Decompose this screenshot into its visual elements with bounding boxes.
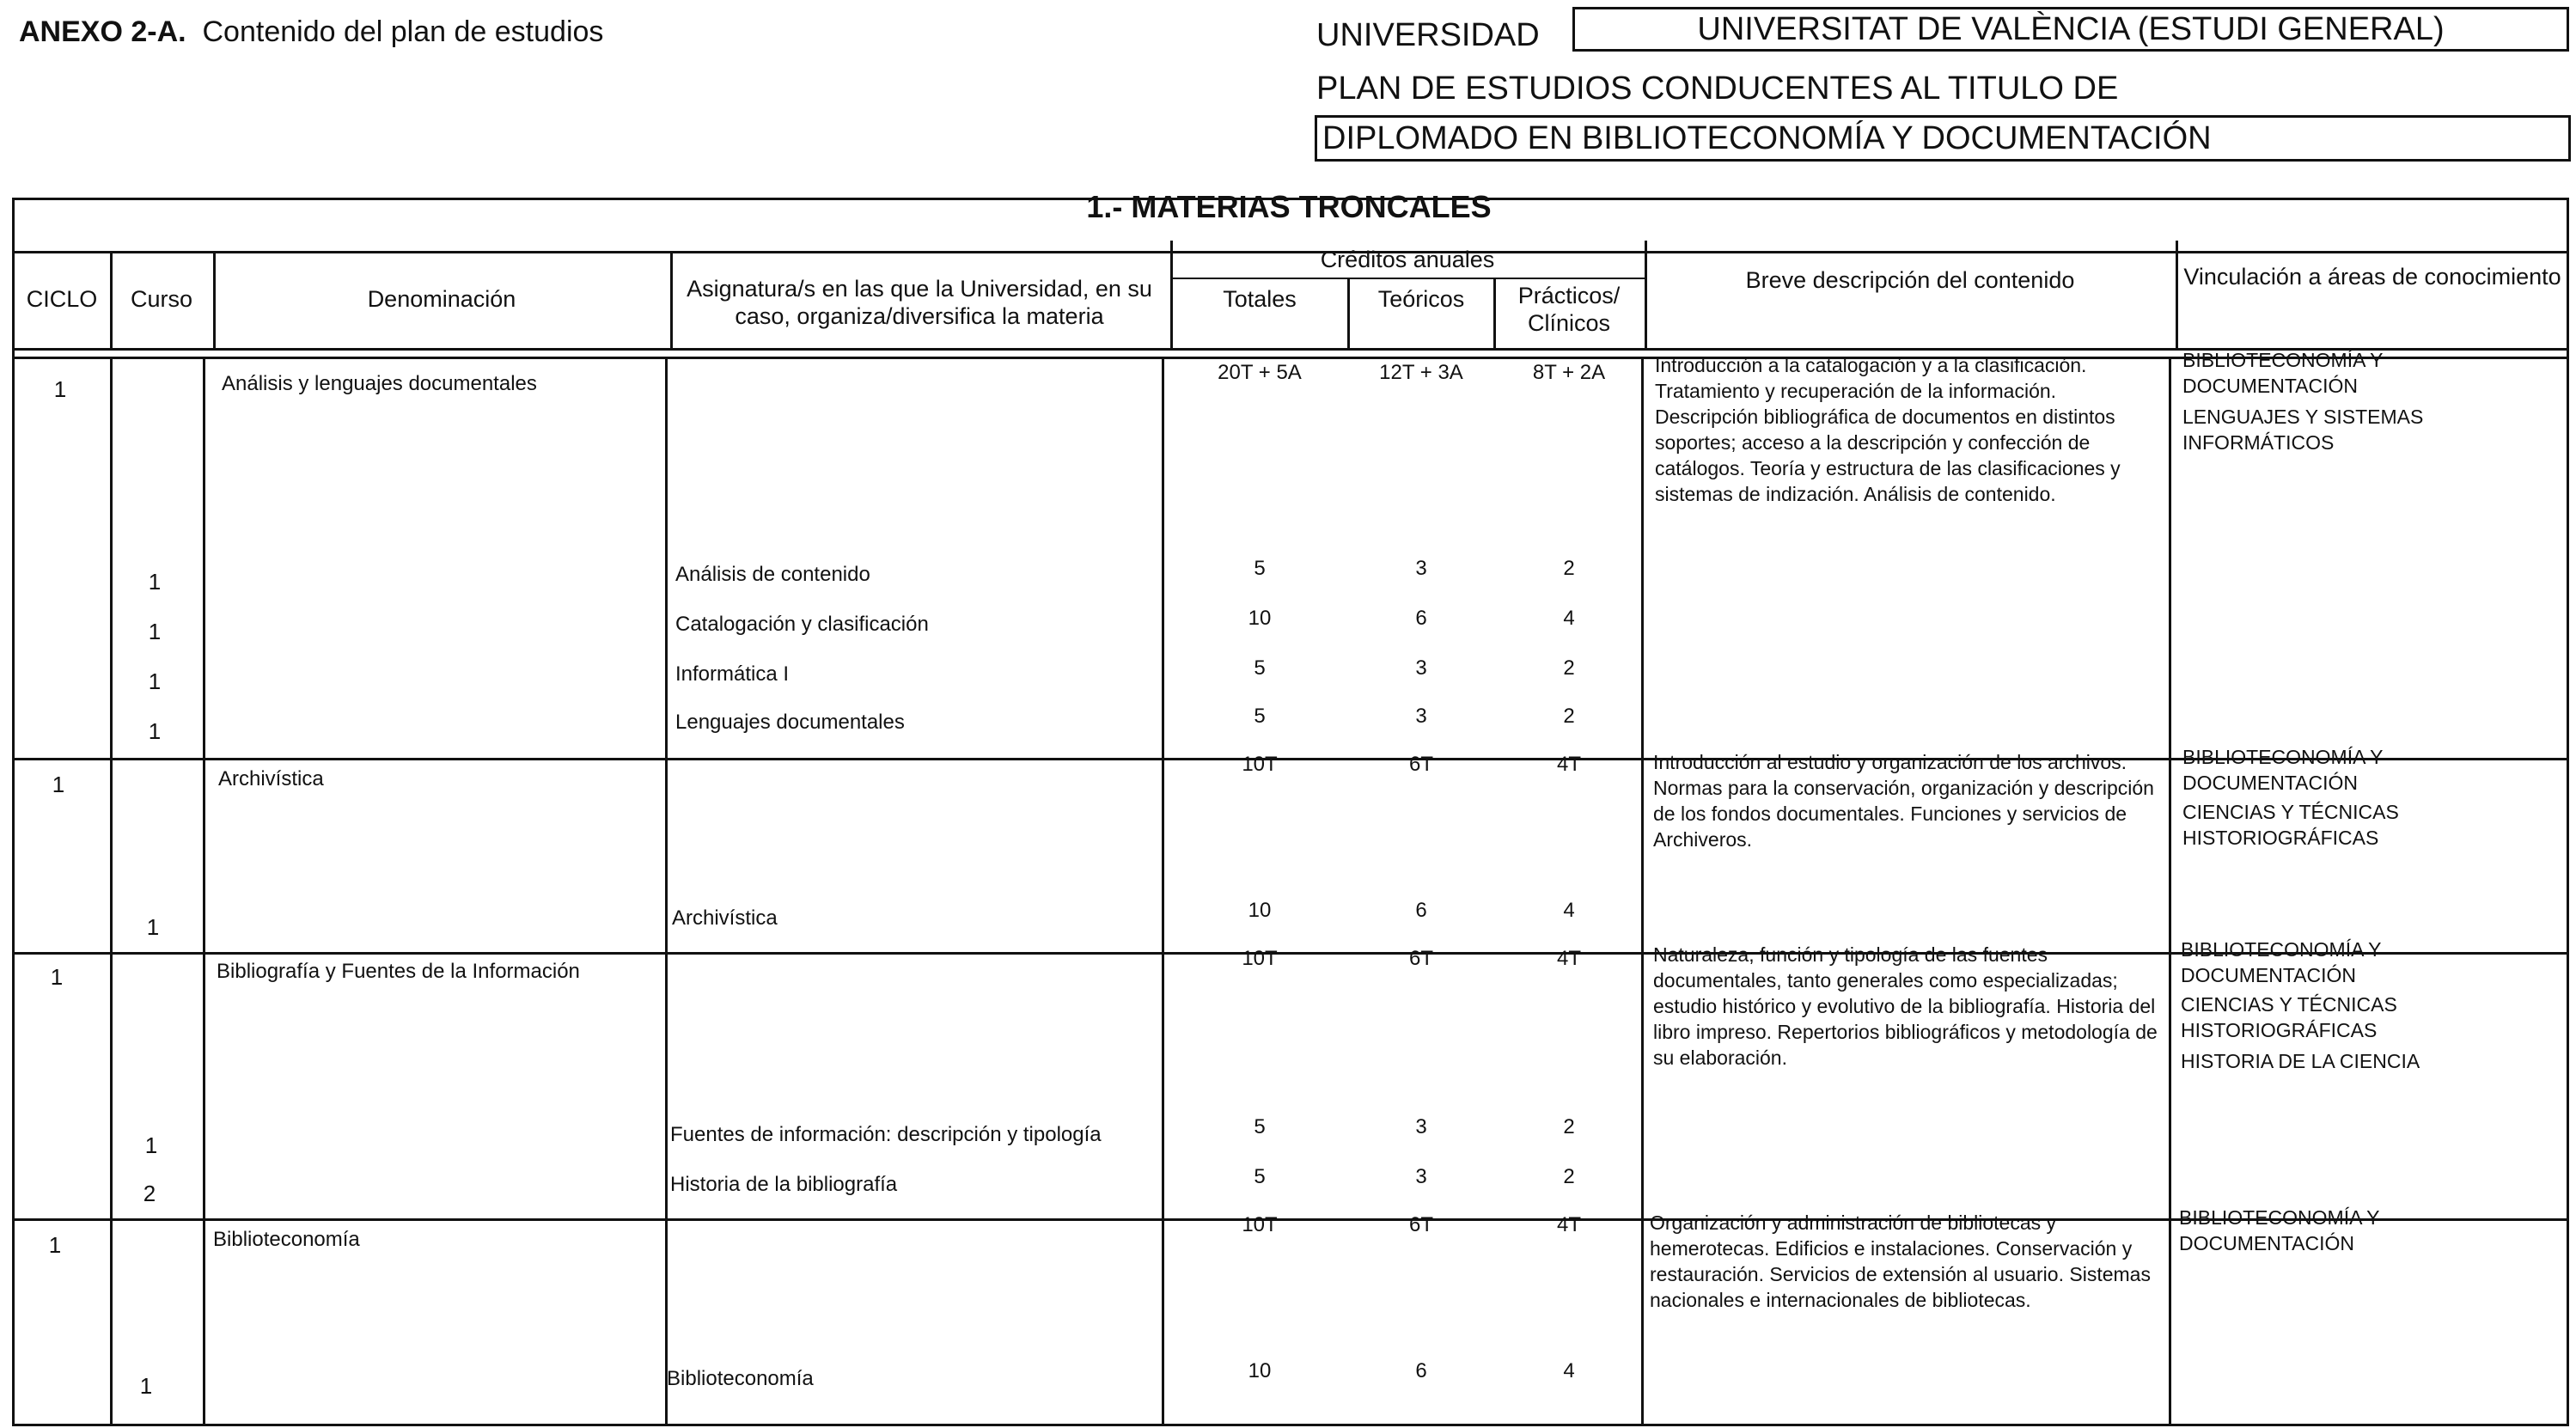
totales-value: 5	[1254, 656, 1266, 680]
teoricos-value: 6T	[1408, 1213, 1433, 1236]
asignatura-name: Archivística	[672, 906, 778, 930]
practicos-value: 2	[1563, 656, 1575, 680]
asignatura-name: Historia de la bibliografía	[670, 1173, 898, 1196]
area-item: BIBLIOTECONOMÍA Y DOCUMENTACIÓN	[2181, 938, 2382, 986]
col-sep	[670, 251, 673, 350]
body-col-sep	[665, 357, 668, 1426]
body-col-sep	[2169, 357, 2171, 1426]
curso-value: 2	[143, 1181, 156, 1206]
body-col-sep	[110, 357, 113, 1426]
area-item: CIENCIAS Y TÉCNICAS HISTORIOGRÁFICAS	[2182, 801, 2399, 849]
col-teoricos: Teóricos	[1377, 286, 1465, 312]
totales-value: 5	[1254, 557, 1266, 580]
col-asignaturas: Asignatura/s en las que la Universidad, en su caso, organiza/diversifica la materia	[687, 276, 1152, 329]
body-col-sep	[1162, 357, 1164, 1426]
totales-value: 10T	[1242, 1213, 1278, 1236]
ciclo-value: 1	[52, 772, 65, 797]
descripcion-text: Introducción a la catalogación y a la clasificación. Tratamiento y recuperación de la información. Descripción bibliográfica de documentos en distintos soportes; acceso a la descripción y confección de catálogos. Teoría y estructura de las clasificaciones y sistemas de indización. Análisis de contenido.	[1655, 354, 2121, 505]
asignatura-name: Biblioteconomía	[667, 1367, 814, 1390]
col-curso: Curso	[130, 286, 193, 312]
teoricos-value: 6T	[1408, 947, 1433, 970]
area-item: BIBLIOTECONOMÍA Y DOCUMENTACIÓN	[2179, 1206, 2380, 1254]
practicos-value: 4	[1563, 607, 1575, 630]
ciclo-value: 1	[48, 1232, 62, 1258]
anexo-text: Contenido del plan de estudios	[202, 15, 604, 48]
totales-value: 10	[1248, 1359, 1272, 1382]
totales-value: 20T + 5A	[1218, 361, 1302, 384]
universidad-label: UNIVERSIDAD	[1316, 17, 1540, 53]
curso-value: 1	[139, 1373, 153, 1399]
curso-value: 1	[146, 914, 160, 940]
teoricos-value: 6T	[1408, 753, 1433, 776]
asignatura-name: Fuentes de información: descripción y tipología	[670, 1123, 1102, 1146]
col-ciclo: CICLO	[26, 286, 98, 312]
curso-value: 1	[148, 718, 162, 744]
teoricos-value: 3	[1415, 1115, 1427, 1138]
practicos-value: 8T + 2A	[1532, 361, 1606, 384]
col-denominacion: Denominación	[367, 286, 516, 312]
col-vinculacion: Vinculación a áreas de conocimiento	[2183, 264, 2561, 290]
descripcion-text: Introducción al estudio y organización de los archivos. Normas para la conservación, organización y descripción de los fondos documentales. Funciones y servicios de Archiveros.	[1653, 751, 2154, 851]
teoricos-value: 6	[1415, 1359, 1427, 1382]
asignatura-name: Lenguajes documentales	[675, 711, 905, 734]
practicos-value: 2	[1563, 1115, 1575, 1138]
totales-value: 10	[1248, 607, 1272, 630]
descripcion-text: Organización y administración de bibliotecas y hemerotecas. Edificios e instalaciones. Conservación y restauración. Servicios de extensión al usuario. Sistemas nacionales e internacionales de bibliotecas.	[1650, 1211, 2151, 1311]
teoricos-value: 3	[1415, 656, 1427, 680]
universidad-value: UNIVERSITAT DE VALÈNCIA (ESTUDI GENERAL)	[1572, 7, 2569, 52]
totales-value: 5	[1254, 1115, 1266, 1138]
totales-value: 10	[1248, 899, 1272, 922]
totales-value: 10T	[1242, 947, 1278, 970]
ciclo-value: 1	[50, 964, 64, 990]
area-item: BIBLIOTECONOMÍA Y DOCUMENTACIÓN	[2182, 349, 2384, 397]
teoricos-value: 3	[1415, 705, 1427, 728]
practicos-value: 4T	[1556, 753, 1581, 776]
asignatura-name: Catalogación y clasificación	[675, 613, 929, 636]
teoricos-value: 12T + 3A	[1379, 361, 1463, 384]
practicos-value: 2	[1563, 1165, 1575, 1188]
area-item: CIENCIAS Y TÉCNICAS HISTORIOGRÁFICAS	[2181, 993, 2397, 1041]
practicos-value: 4T	[1556, 947, 1581, 970]
teoricos-value: 6	[1415, 899, 1427, 922]
creditos-divider	[1170, 278, 1645, 279]
asignatura-name: Informática I	[675, 662, 790, 686]
practicos-value: 2	[1563, 705, 1575, 728]
plan-label: PLAN DE ESTUDIOS CONDUCENTES AL TITULO DE	[1316, 70, 2119, 107]
area-item: LENGUAJES Y SISTEMAS INFORMÁTICOS	[2182, 406, 2424, 454]
curso-value: 1	[148, 569, 162, 595]
totales-value: 10T	[1242, 753, 1278, 776]
denominacion-value: Archivística	[218, 767, 324, 790]
section-title: 1.- MATERIAS TRONCALES	[1086, 189, 1492, 224]
teoricos-value: 3	[1415, 557, 1427, 580]
titulo-value: DIPLOMADO EN BIBLIOTECONOMÍA Y DOCUMENTACIÓN	[1315, 115, 2571, 162]
anexo-label: ANEXO 2-A.	[19, 15, 186, 48]
teoricos-value: 3	[1415, 1165, 1427, 1188]
anexo-heading	[19, 15, 603, 49]
col-totales: Totales	[1223, 286, 1297, 312]
denominacion-value: Análisis y lenguajes documentales	[222, 372, 537, 395]
curso-value: 1	[148, 668, 162, 694]
body-col-sep	[203, 357, 205, 1426]
col-practicos: Prácticos/ Clínicos	[1517, 283, 1621, 336]
col-sep	[2176, 241, 2178, 350]
area-item: HISTORIA DE LA CIENCIA	[2181, 1050, 2420, 1072]
col-sep	[1645, 241, 1647, 350]
col-descripcion: Breve descripción del contenido	[1745, 267, 2075, 293]
curso-value: 1	[148, 619, 162, 644]
ciclo-value: 1	[53, 376, 67, 402]
teoricos-value: 6	[1415, 607, 1427, 630]
col-creditos: Créditos anuales	[1320, 247, 1495, 272]
practicos-value: 2	[1563, 557, 1575, 580]
practicos-value: 4	[1563, 899, 1575, 922]
curso-value: 1	[144, 1132, 158, 1158]
denominacion-value: Biblioteconomía	[213, 1228, 360, 1251]
area-item: BIBLIOTECONOMÍA Y DOCUMENTACIÓN	[2182, 746, 2384, 794]
totales-value: 5	[1254, 705, 1266, 728]
practicos-value: 4	[1563, 1359, 1575, 1382]
practicos-value: 4T	[1556, 1213, 1581, 1236]
body-col-sep	[1641, 357, 1644, 1426]
descripcion-text: Naturaleza, función y tipología de las fuentes documentales, tanto generales como especializadas; estudio histórico y evolutivo de la bibliografía. Historia del libro impreso. Repertorios bibliográficos y metodología de su elaboración.	[1653, 943, 2158, 1069]
denominacion-value: Bibliografía y Fuentes de la Información	[217, 960, 580, 983]
totales-value: 5	[1254, 1165, 1266, 1188]
asignatura-name: Análisis de contenido	[675, 563, 870, 586]
